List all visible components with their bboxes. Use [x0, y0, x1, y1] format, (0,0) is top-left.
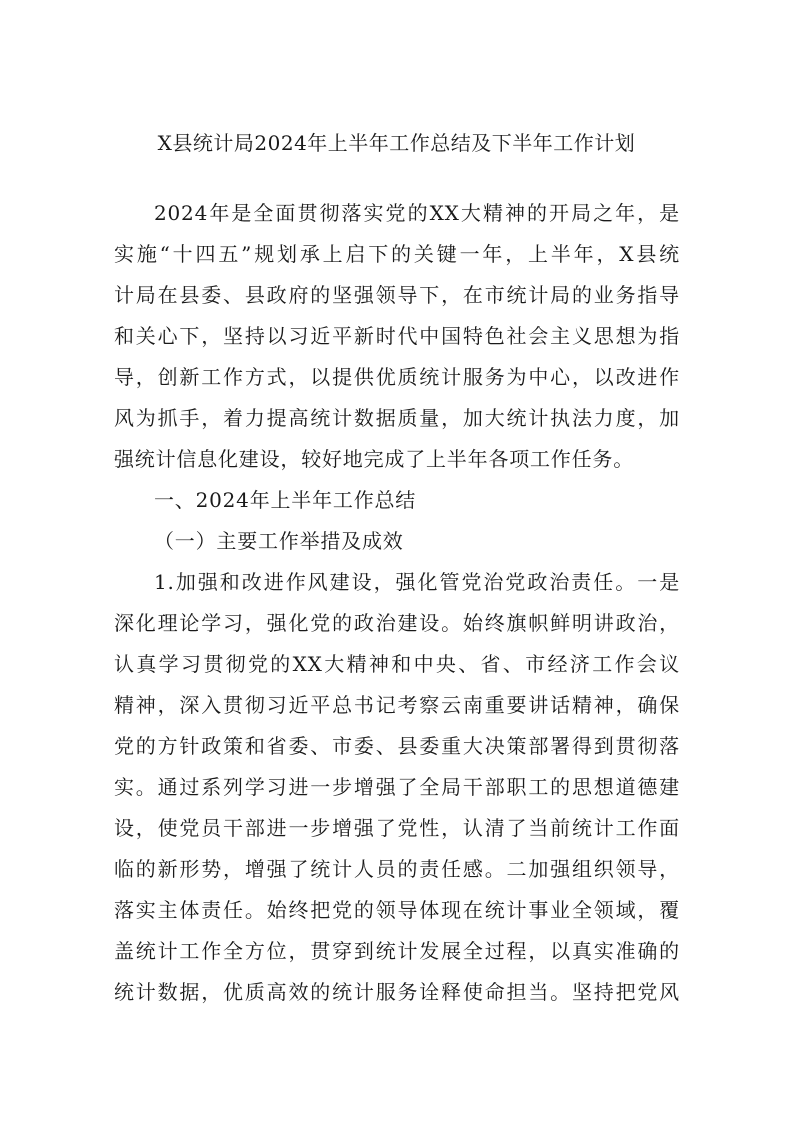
paragraph-line: 风为抓手，着力提高统计数据质量，加大统计执法力度，加: [114, 406, 680, 430]
paragraph-line: 实。通过系列学习进一步增强了全局干部职工的思想道德建: [114, 775, 680, 799]
paragraph-line: 强统计信息化建设，较好地完成了上半年各项工作任务。: [114, 447, 634, 471]
paragraph-line: 1.加强和改进作风建设，强化管党治党政治责任。一是: [154, 570, 680, 594]
paragraph-line: 和关心下，坚持以习近平新时代中国特色社会主义思想为指: [114, 324, 680, 348]
subsection-heading: （一）主要工作举措及成效: [154, 529, 404, 553]
paragraph-line: 党的方针政策和省委、市委、县委重大决策部署得到贯彻落: [114, 734, 680, 758]
paragraph-line: 深化理论学习，强化党的政治建设。始终旗帜鲜明讲政治，: [114, 611, 680, 635]
paragraph-line: 设，使党员干部进一步增强了党性，认清了当前统计工作面: [114, 816, 680, 840]
paragraph-line: 认真学习贯彻党的XX大精神和中央、省、市经济工作会议: [114, 652, 680, 676]
paragraph-line: 计局在县委、县政府的坚强领导下，在市统计局的业务指导: [114, 283, 680, 307]
paragraph-line: 实施“十四五”规划承上启下的关键一年，上半年，X县统: [114, 242, 680, 266]
paragraph-line: 盖统计工作全方位，贯穿到统计发展全过程，以真实准确的: [114, 939, 680, 963]
document-title: X县统计局2024年上半年工作总结及下半年工作计划: [157, 131, 636, 155]
section-heading: 一、2024年上半年工作总结: [154, 488, 417, 512]
paragraph-line: 2024年是全面贯彻落实党的XX大精神的开局之年，是: [154, 201, 680, 225]
paragraph-line: 精神，深入贯彻习近平总书记考察云南重要讲话精神，确保: [114, 693, 680, 717]
paragraph-line: 导，创新工作方式，以提供优质统计服务为中心，以改进作: [114, 365, 680, 389]
document-body: [114, 193, 680, 1013]
paragraph-line: 临的新形势，增强了统计人员的责任感。二加强组织领导，: [114, 857, 680, 881]
paragraph-line: 统计数据，优质高效的统计服务诠释使命担当。坚持把党风: [114, 980, 680, 1004]
paragraph-line: 落实主体责任。始终把党的领导体现在统计事业全领域，覆: [114, 898, 680, 922]
